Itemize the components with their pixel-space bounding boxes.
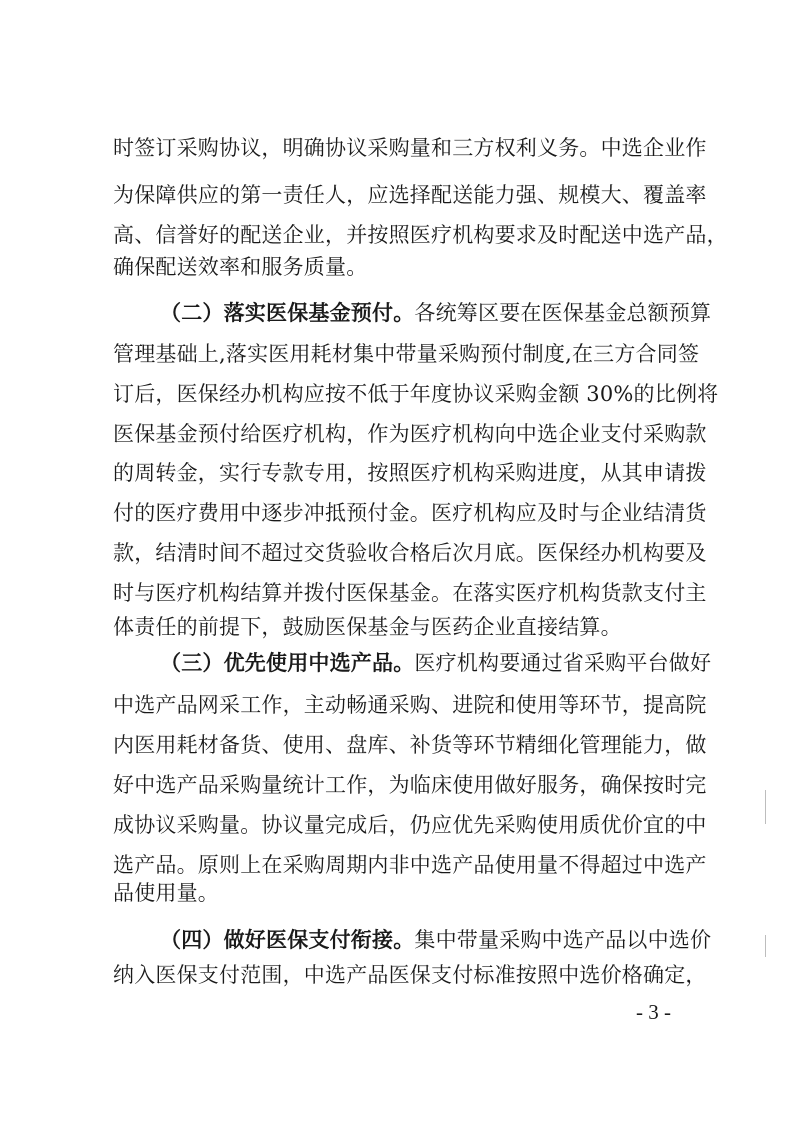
section-heading: （二）落实医保基金预付。 — [160, 301, 415, 325]
text-line: 的周转金，实行专款专用，按照医疗机构采购进度，从其申请拨 — [113, 461, 707, 485]
text-line: 纳入医保支付范围，中选产品医保支付标准按照中选价格确定， — [113, 963, 707, 987]
section-heading: （四）做好医保支付衔接。 — [160, 928, 415, 952]
text-span: 各统筹区要在医保基金总额预算 — [414, 301, 712, 325]
text-line: 成协议采购量。协议量完成后，仍应优先采购使用质优价宜的中 — [113, 813, 707, 837]
text-line: 确保配送效率和服务质量。 — [113, 255, 368, 279]
text-line: 内医用耗材备货、使用、盘库、补货等环节精细化管理能力，做 — [113, 733, 707, 757]
paragraph-first-line — [160, 648, 711, 678]
text-line: 体责任的前提下，鼓励医保基金与医药企业直接结算。 — [113, 615, 622, 639]
text-line: 为保障供应的第一责任人，应选择配送能力强、规模大、覆盖率 — [113, 183, 707, 207]
text-line: 选产品。原则上在采购周期内非中选产品使用量不得超过中选产 — [113, 853, 707, 877]
scan-edge-mark — [765, 935, 766, 957]
section-heading: （三）优先使用中选产品。 — [160, 651, 415, 675]
text-line: 品使用量。 — [113, 881, 219, 905]
text-line: 高、信誉好的配送企业，并按照医疗机构要求及时配送中选产品， — [113, 223, 728, 247]
text-line: 时与医疗机构结算并拨付医保基金。在落实医疗机构货款支付主 — [113, 581, 707, 605]
text-line: 好中选产品采购量统计工作，为临床使用做好服务，确保按时完 — [113, 773, 707, 797]
text-line: 管理基础上,落实医用耗材集中带量采购预付制度,在三方合同签 — [113, 342, 700, 366]
text-line: 订后，医保经办机构应按不低于年度协议采购金额 30%的比例将 — [113, 382, 719, 406]
text-span: 医疗机构要通过省采购平台做好 — [414, 651, 712, 675]
scan-edge-mark — [765, 790, 766, 824]
paragraph-first-line — [160, 925, 711, 955]
text-line: 医保基金预付给医疗机构，作为医疗机构向中选企业支付采购款 — [113, 422, 707, 446]
text-line: 时签订采购协议，明确协议采购量和三方权利义务。中选企业作 — [113, 136, 707, 160]
text-line: 付的医疗费用中逐步冲抵预付金。医疗机构应及时与企业结清货 — [113, 501, 707, 525]
text-line: 款，结清时间不超过交货验收合格后次月底。医保经办机构要及 — [113, 541, 707, 565]
text-span: 集中带量采购中选产品以中选价 — [414, 928, 712, 952]
page-number: - 3 - — [636, 1000, 671, 1024]
text-line: 中选产品网采工作，主动畅通采购、进院和使用等环节，提高院 — [113, 693, 707, 717]
paragraph-first-line — [160, 298, 711, 328]
